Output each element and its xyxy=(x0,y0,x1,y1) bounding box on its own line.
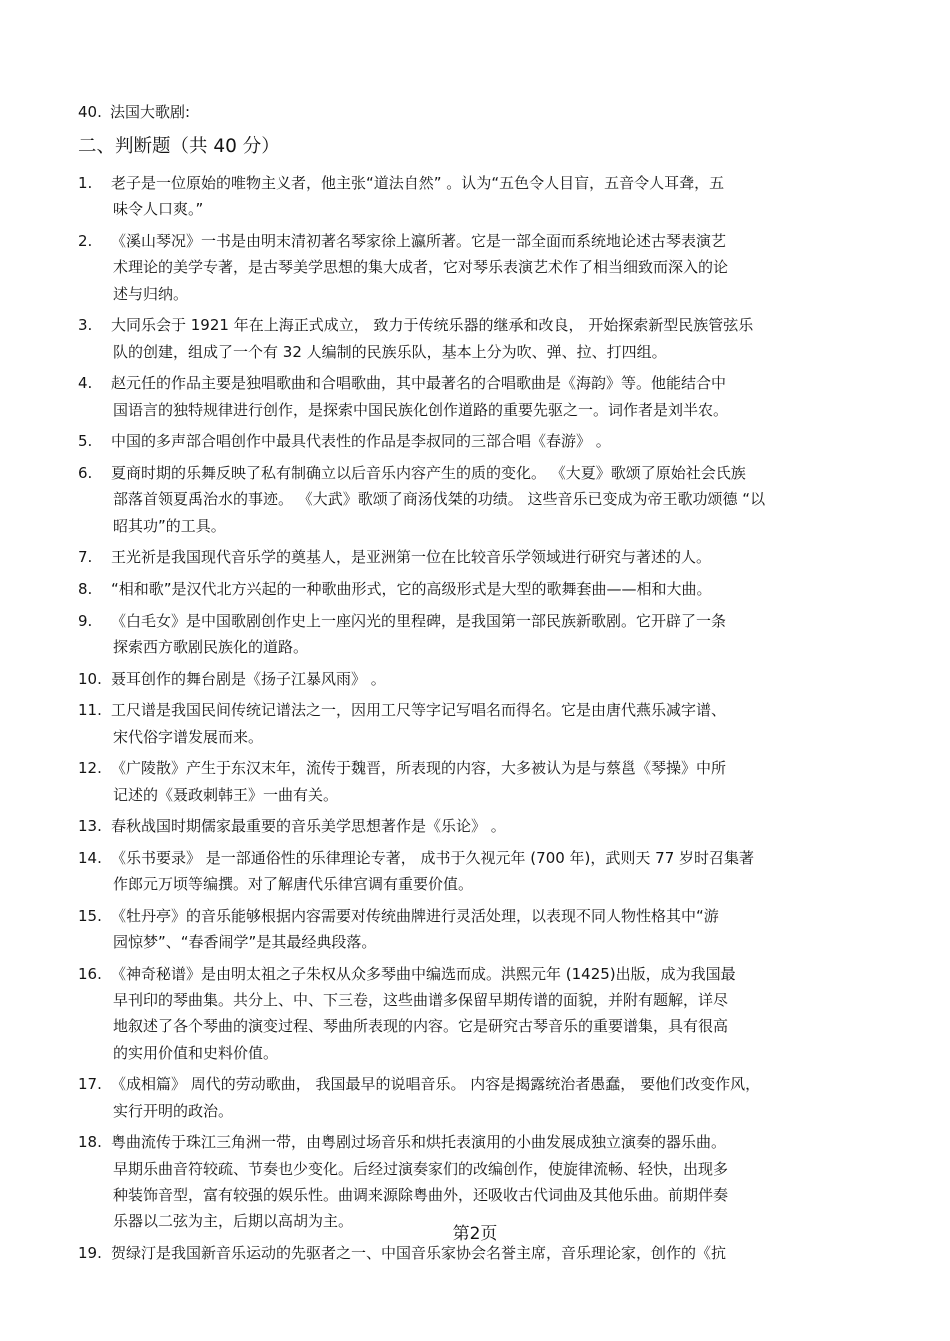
question-number: 5. xyxy=(78,432,93,451)
question-text-line: 的实用价值和史料价值。 xyxy=(113,1043,279,1062)
question-item xyxy=(78,961,878,1066)
question-text-line: 贺绿汀是我国新音乐运动的先驱者之一、中国音乐家协会名誉主席，音乐理论家，创作的《抗 xyxy=(111,1244,727,1263)
question-number: 40. xyxy=(78,103,102,121)
question-item xyxy=(78,544,878,570)
question-item xyxy=(78,813,878,839)
question-text-line: 园惊梦”、“春香闹学”是其最经典段落。 xyxy=(113,933,377,952)
question-number: 11. xyxy=(78,701,102,720)
question-item xyxy=(78,428,878,454)
question-number: 13. xyxy=(78,817,102,836)
question-number: 9. xyxy=(78,611,93,630)
question-text-line: 中国的多声部合唱创作中最具代表性的作品是李叔同的三部合唱《春游》 。 xyxy=(111,432,611,451)
question-item xyxy=(78,755,878,808)
question-text-line: 作郎元万顷等编撰。对了解唐代乐律宫调有重要价值。 xyxy=(113,875,474,894)
question-number: 3. xyxy=(78,316,93,335)
question-text-line: 种装饰音型，富有较强的娱乐性。曲调来源除粤曲外，还吸收古代词曲及其他乐曲。前期伴奏 xyxy=(113,1186,729,1205)
question-text-line: 《广陵散》产生于东汉末年，流传于魏晋，所表现的内容，大多被认为是与蔡邕《琴操》中所 xyxy=(111,759,727,778)
question-text-line: 春秋战国时期儒家最重要的音乐美学思想著作是《乐论》 。 xyxy=(111,817,506,836)
question-text-line: 国语言的独特规律进行创作，是探索中国民族化创作道路的重要先驱之一。词作者是刘半农。 xyxy=(113,400,729,419)
true-false-question-list xyxy=(78,170,878,1272)
question-text: 法国大歌剧: xyxy=(110,103,191,121)
page-number: 第2页 xyxy=(452,1224,498,1244)
question-text-line: 实行开明的政治。 xyxy=(113,1101,234,1120)
question-text-line: 味令人口爽。” xyxy=(113,200,204,219)
question-text-line: 昭其功”的工具。 xyxy=(113,516,226,535)
question-item xyxy=(78,1129,878,1234)
question-number: 7. xyxy=(78,548,93,567)
question-text-line: 宋代俗字谱发展而来。 xyxy=(113,727,264,746)
question-number: 4. xyxy=(78,374,93,393)
question-number: 19. xyxy=(78,1244,102,1263)
question-text-line: 探索西方歌剧民族化的道路。 xyxy=(113,637,309,656)
question-text-line: 《牡丹亭》的音乐能够根据内容需要对传统曲牌进行灵活处理，以表现不同人物性格其中“游 xyxy=(111,906,719,925)
question-item xyxy=(78,228,878,307)
question-text-line: 《白毛女》是中国歌剧创作史上一座闪光的里程碑，是我国第一部民族新歌剧。它开辟了一条 xyxy=(111,611,727,630)
question-number: 18. xyxy=(78,1133,102,1152)
question-text-line: 记述的《聂政刺韩王》一曲有关。 xyxy=(113,785,339,804)
question-text-line: 《神奇秘谱》是由明太祖之子朱权从众多琴曲中编选而成。洪熙元年 (1425)出版，成为我国最 xyxy=(111,964,736,983)
question-item xyxy=(78,1071,878,1124)
question-text-line: 《溪山琴况》一书是由明末清初著名琴家徐上瀛所著。它是一部全面而系统地论述古琴表演艺 xyxy=(111,231,727,250)
question-number: 17. xyxy=(78,1075,102,1094)
question-text-line: “相和歌”是汉代北方兴起的一种歌曲形式，它的高级形式是大型的歌舞套曲——相和大曲。 xyxy=(111,579,712,598)
question-text-line: 大同乐会于 1921 年在上海正式成立， 致力于传统乐器的继承和改良， 开始探索新型民族管弦乐 xyxy=(111,316,754,335)
question-text-line: 夏商时期的乐舞反映了私有制确立以后音乐内容产生的质的变化。 《大夏》歌颂了原始社会氏族 xyxy=(111,463,746,482)
question-number: 2. xyxy=(78,231,93,250)
question-number: 12. xyxy=(78,759,102,778)
question-item xyxy=(78,460,878,539)
question-text-line: 术理论的美学专著，是古琴美学思想的集大成者，它对琴乐表演艺术作了相当细致而深入的论 xyxy=(113,258,729,277)
question-number: 14. xyxy=(78,848,102,867)
question-text-line: 述与归纳。 xyxy=(113,284,189,303)
question-number: 1. xyxy=(78,174,93,192)
question-number: 8. xyxy=(78,579,93,598)
question-item xyxy=(78,170,878,223)
question-text-line: 王光祈是我国现代音乐学的奠基人，是亚洲第一位在比较音乐学领域进行研究与著述的人。 xyxy=(111,548,712,567)
question-text-line: 粤曲流传于珠江三角洲一带，由粤剧过场音乐和烘托表演用的小曲发展成独立演奏的器乐曲。 xyxy=(111,1133,727,1152)
question-item xyxy=(78,576,878,602)
question-number: 6. xyxy=(78,463,93,482)
question-text-line: 乐器以二弦为主，后期以高胡为主。 xyxy=(113,1212,354,1231)
question-item xyxy=(78,370,878,423)
question-text-line: 早期乐曲音符较疏、节奏也少变化。后经过演奏家们的改编创作，使旋律流畅、轻快，出现多 xyxy=(113,1159,729,1178)
question-text-line: 赵元任的作品主要是独唱歌曲和合唱歌曲，其中最著名的合唱歌曲是《海韵》等。他能结合中 xyxy=(111,374,727,393)
question-item xyxy=(78,666,878,692)
question-text-line: 老子是一位原始的唯物主义者，他主张“道法自然” 。认为“五色令人目盲，五音令人耳聋，五 xyxy=(111,174,725,192)
question-item xyxy=(78,903,878,956)
section-title: 二、判断题（共 40 分） xyxy=(78,136,280,157)
question-item xyxy=(78,608,878,661)
question-text-line: 早刊印的琴曲集。共分上、中、下三卷，这些曲谱多保留早期传谱的面貌，并附有题解，详尽 xyxy=(113,991,729,1010)
question-text-line: 工尺谱是我国民间传统记谱法之一，因用工尺等字记写唱名而得名。它是由唐代燕乐减字谱、 xyxy=(111,701,727,720)
question-item xyxy=(78,845,878,898)
question-text-line: 地叙述了各个琴曲的演变过程、琴曲所表现的内容。它是研究古琴音乐的重要谱集，具有很高 xyxy=(113,1017,729,1036)
question-number: 15. xyxy=(78,906,102,925)
question-number: 10. xyxy=(78,669,102,688)
question-item xyxy=(78,697,878,750)
question-text-line: 队的创建，组成了一个有 32 人编制的民族乐队，基本上分为吹、弹、拉、打四组。 xyxy=(113,342,667,361)
question-text-line: 聂耳创作的舞台剧是《扬子江暴风雨》 。 xyxy=(111,669,386,688)
question-text-line: 《成相篇》 周代的劳动歌曲， 我国最早的说唱音乐。 内容是揭露统治者愚蠢， 要他们改变作风， xyxy=(111,1075,761,1094)
question-text-line: 《乐书要录》 是一部通俗性的乐律理论专著， 成书于久视元年 (700 年)，武则天 77 岁时召集著 xyxy=(111,848,755,867)
question-40 xyxy=(78,102,190,122)
question-item xyxy=(78,312,878,365)
question-number: 16. xyxy=(78,964,102,983)
question-text-line: 部落首领夏禹治水的事迹。 《大武》歌颂了商汤伐桀的功绩。 这些音乐已变成为帝王歌功颂德 “以 xyxy=(113,490,766,509)
